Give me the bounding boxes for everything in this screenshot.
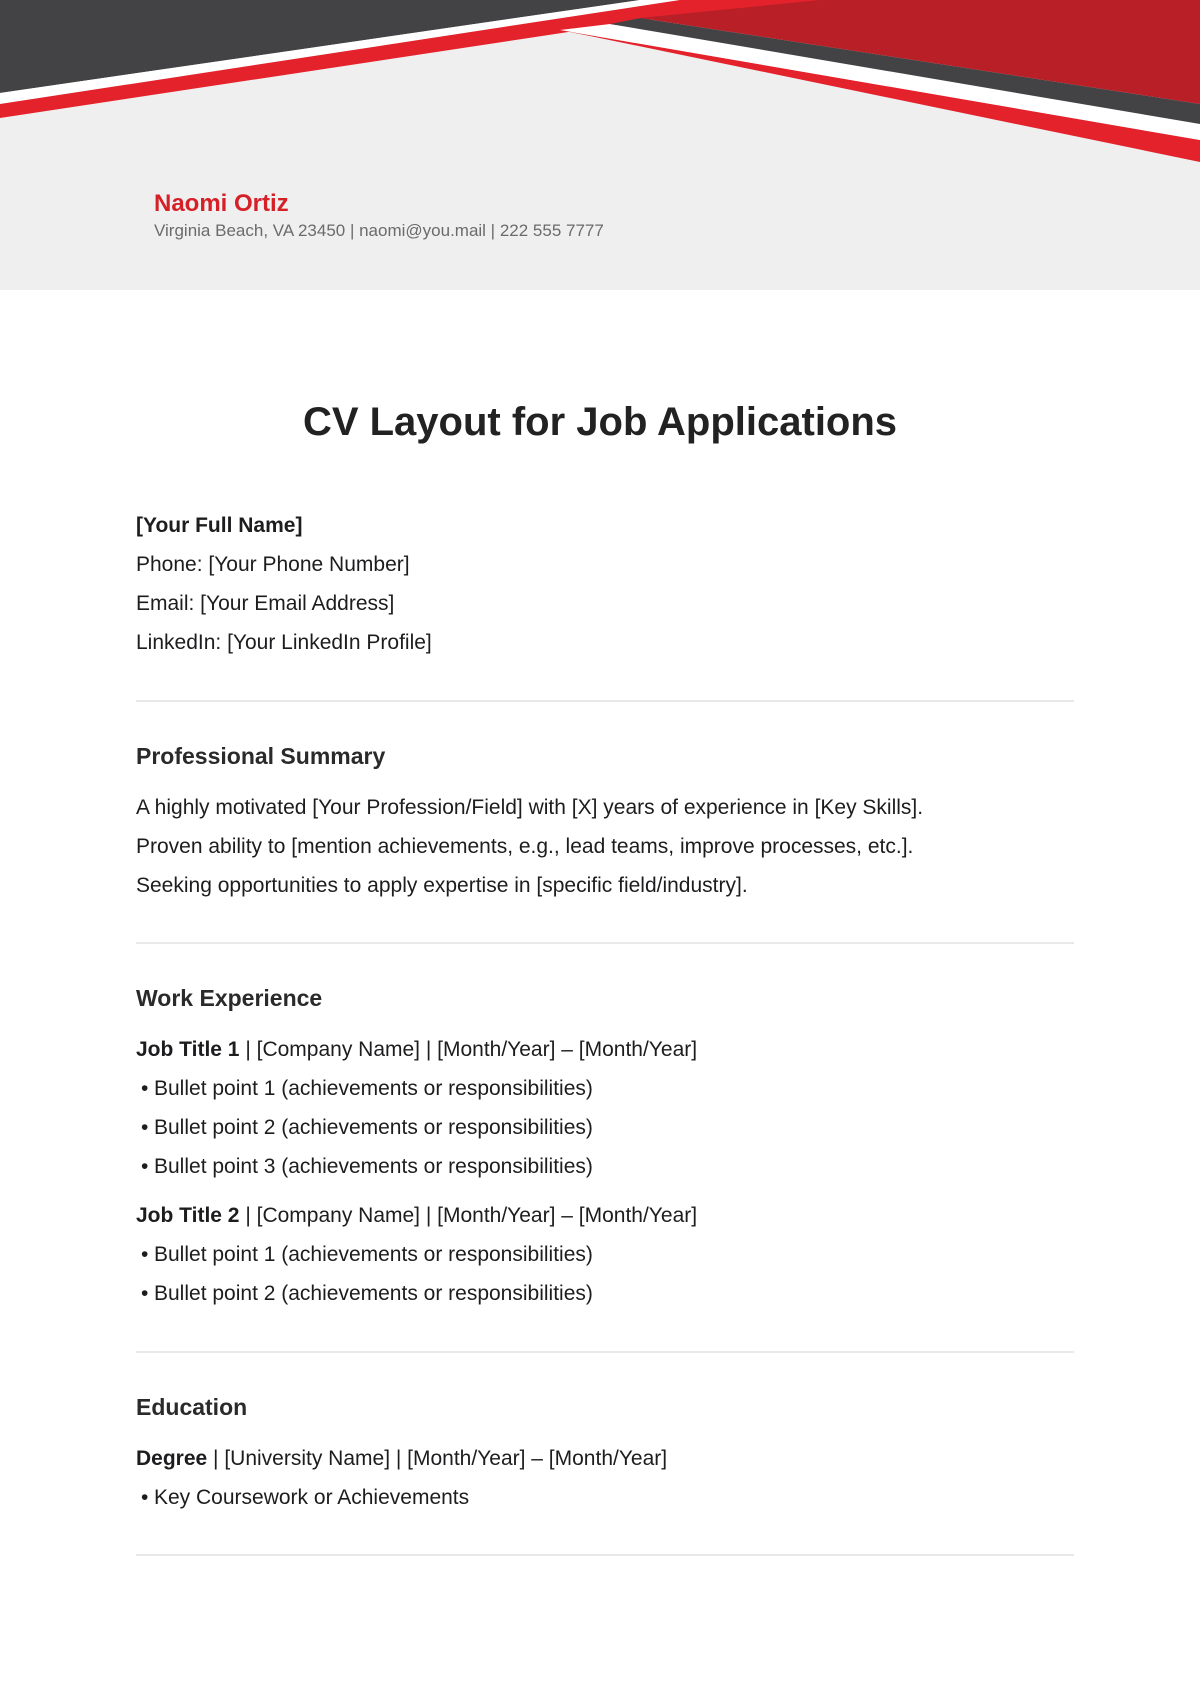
job-title: Job Title 1: [136, 1038, 240, 1061]
document-title: CV Layout for Job Applications: [302, 400, 898, 444]
job-title: Job Title 2: [136, 1204, 240, 1227]
header-banner: [0, 0, 1200, 290]
summary-line: Proven ability to [mention achievements, e.g., lead teams, improve processes, etc.].: [136, 835, 914, 858]
education-heading: Education: [136, 1394, 248, 1420]
job-details: | [Company Name] | [Month/Year] – [Month/Year]: [239, 1204, 698, 1227]
list-item: • Bullet point 2 (achievements or responsibilities): [141, 1116, 593, 1139]
experience-heading: Work Experience: [136, 985, 323, 1011]
divider: [136, 1554, 1074, 1556]
list-item: • Key Coursework or Achievements: [141, 1486, 470, 1509]
bullet-text: Key Coursework or Achievements: [154, 1486, 470, 1509]
bullet-text: Bullet point 1 (achievements or responsibilities): [154, 1077, 593, 1100]
decorative-stripes: [0, 0, 1200, 290]
summary-heading: Professional Summary: [136, 743, 386, 769]
degree: Degree: [136, 1447, 208, 1470]
list-item: • Bullet point 1 (achievements or responsibilities): [141, 1077, 593, 1100]
education-details: | [University Name] | [Month/Year] – [Month/Year]: [207, 1447, 668, 1470]
author-name: Naomi Ortiz: [154, 190, 289, 217]
full-name: [Your Full Name]: [136, 514, 303, 537]
divider: [136, 700, 1074, 702]
job-details: | [Company Name] | [Month/Year] – [Month/Year]: [239, 1038, 698, 1061]
summary-line: A highly motivated [Your Profession/Field] with [X] years of experience in [Key Skills].: [136, 796, 924, 819]
bullet-text: Bullet point 1 (achievements or responsibilities): [154, 1243, 593, 1266]
author-contact: Virginia Beach, VA 23450 | naomi@you.mail | 222 555 7777: [154, 221, 604, 240]
bullet-text: Bullet point 3 (achievements or responsibilities): [154, 1155, 593, 1178]
education-entry: [136, 1445, 667, 1473]
summary-line: Seeking opportunities to apply expertise in [specific field/industry].: [136, 874, 748, 897]
phone-line: Phone: [Your Phone Number]: [136, 553, 410, 576]
list-item: • Bullet point 3 (achievements or responsibilities): [141, 1155, 593, 1178]
bullet-text: Bullet point 2 (achievements or responsibilities): [154, 1116, 593, 1139]
list-item: • Bullet point 1 (achievements or responsibilities): [141, 1243, 593, 1266]
bullet-text: Bullet point 2 (achievements or responsibilities): [154, 1282, 593, 1305]
list-item: • Bullet point 2 (achievements or responsibilities): [141, 1282, 593, 1305]
linkedin-line: LinkedIn: [Your LinkedIn Profile]: [136, 631, 432, 654]
job-entry: [136, 1036, 697, 1064]
divider: [136, 942, 1074, 944]
email-line: Email: [Your Email Address]: [136, 592, 395, 615]
job-entry: [136, 1202, 697, 1230]
divider: [136, 1351, 1074, 1353]
